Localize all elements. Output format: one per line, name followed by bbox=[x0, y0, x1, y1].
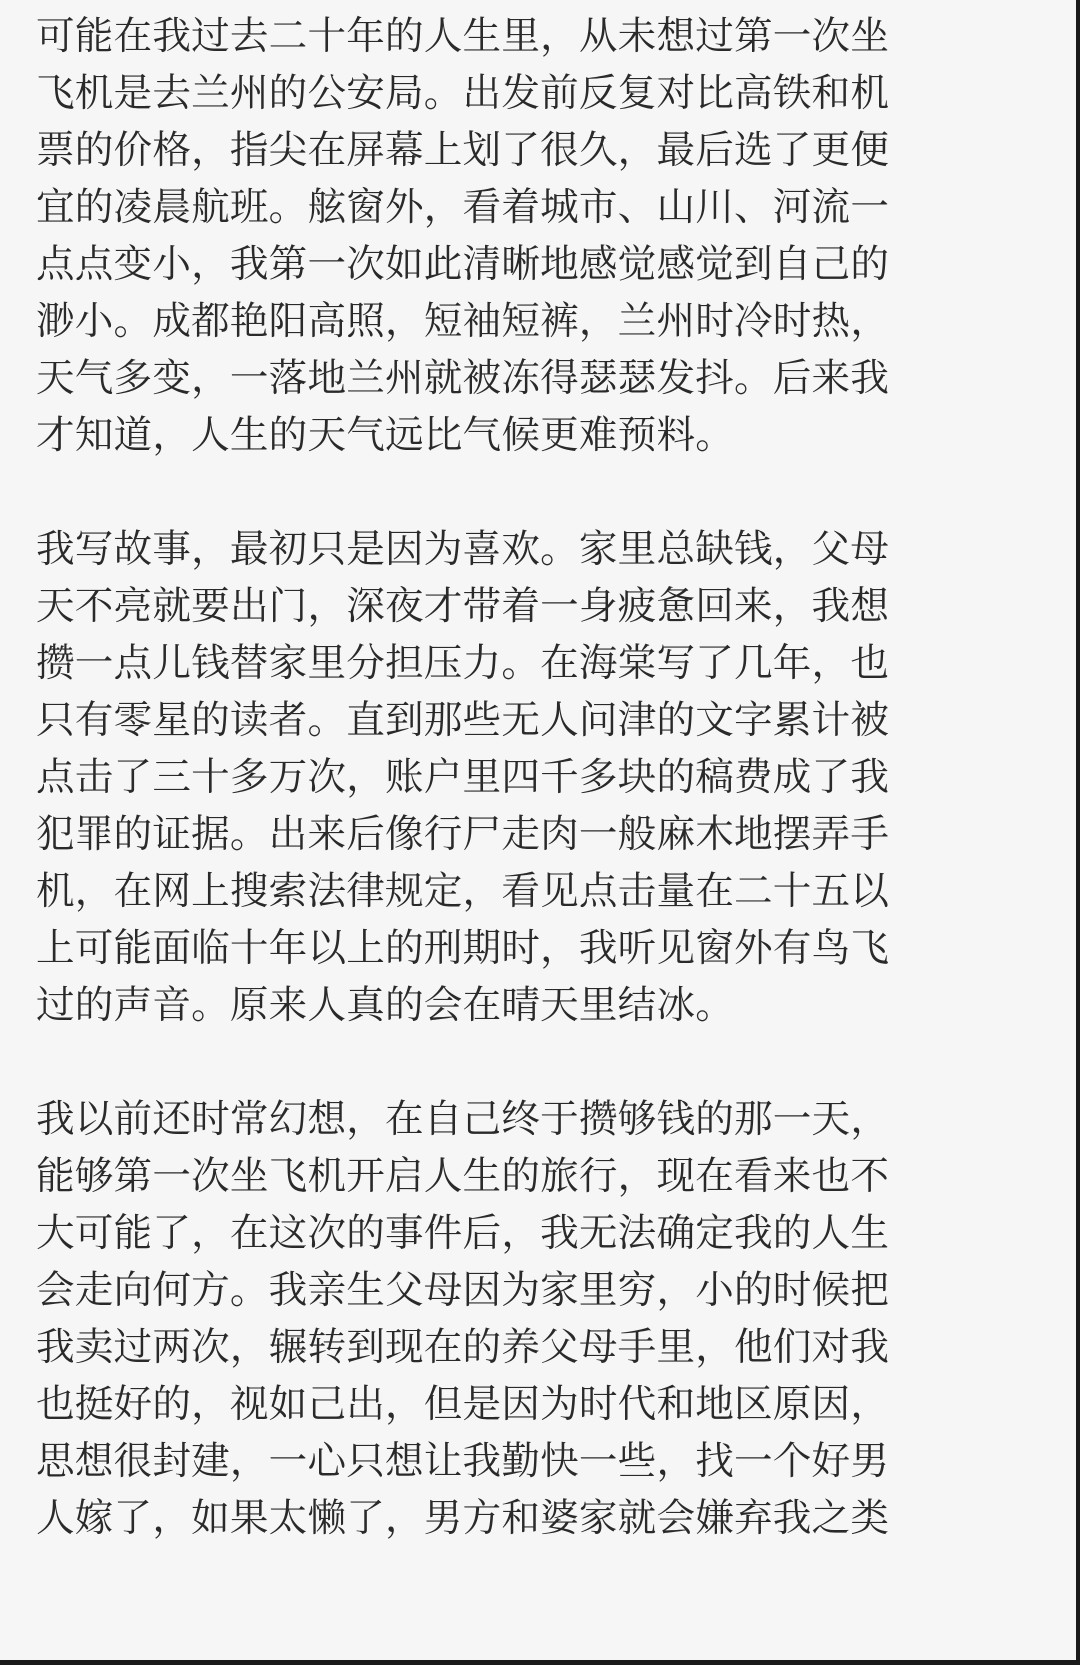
paragraph-2: 我写故事，最初只是因为喜欢。家里总缺钱，父母 天不亮就要出门，深夜才带着一身疲惫回来，我想 攒一点儿钱替家里分担压力。在海棠写了几年，也 只有零星的读者。直到那些无人问津的文字累计被 点击了三十多万次，账户里四千多块的稿费成了我 犯罪的证据。出来后像行尸走肉一般麻木地摆弄手 机，在网上搜索法律规定，看见点击量在二十五以 上可能面临十年以上的刑期时，我听见窗外有鸟飞 过的声音。原来人真的会在晴天里结冰。 bbox=[36, 527, 890, 1028]
article-body bbox=[36, 8, 966, 1547]
paragraph-1: 可能在我过去二十年的人生里，从未想过第一次坐 飞机是去兰州的公安局。出发前反复对比高铁和机 票的价格，指尖在屏幕上划了很久，最后选了更便 宜的凌晨航班。舷窗外，看着城市、山川、河流一 点点变小，我第一次如此清晰地感觉感觉到自己的 渺小。成都艳阳高照，短袖短裤，兰州时冷时热， 天气多变，一落地兰州就被冻得瑟瑟发抖。后来我 才知道，人生的天气远比气候更难预料。 bbox=[36, 14, 890, 458]
paragraph-3: 我以前还时常幻想，在自己终于攒够钱的那一天， 能够第一次坐飞机开启人生的旅行，现在看来也不 大可能了，在这次的事件后，我无法确定我的人生 会走向何方。我亲生父母因为家里穷，小的时候把 我卖过两次，辗转到现在的养父母手里，他们对我 也挺好的，视如己出，但是因为时代和地区原因， 思想很封建，一心只想让我勤快一些，找一个好男 人嫁了，如果太懒了，男方和婆家就会嫌弃我之类 bbox=[36, 1097, 890, 1541]
bottom-border bbox=[0, 1660, 1080, 1665]
right-border bbox=[1076, 0, 1080, 1665]
